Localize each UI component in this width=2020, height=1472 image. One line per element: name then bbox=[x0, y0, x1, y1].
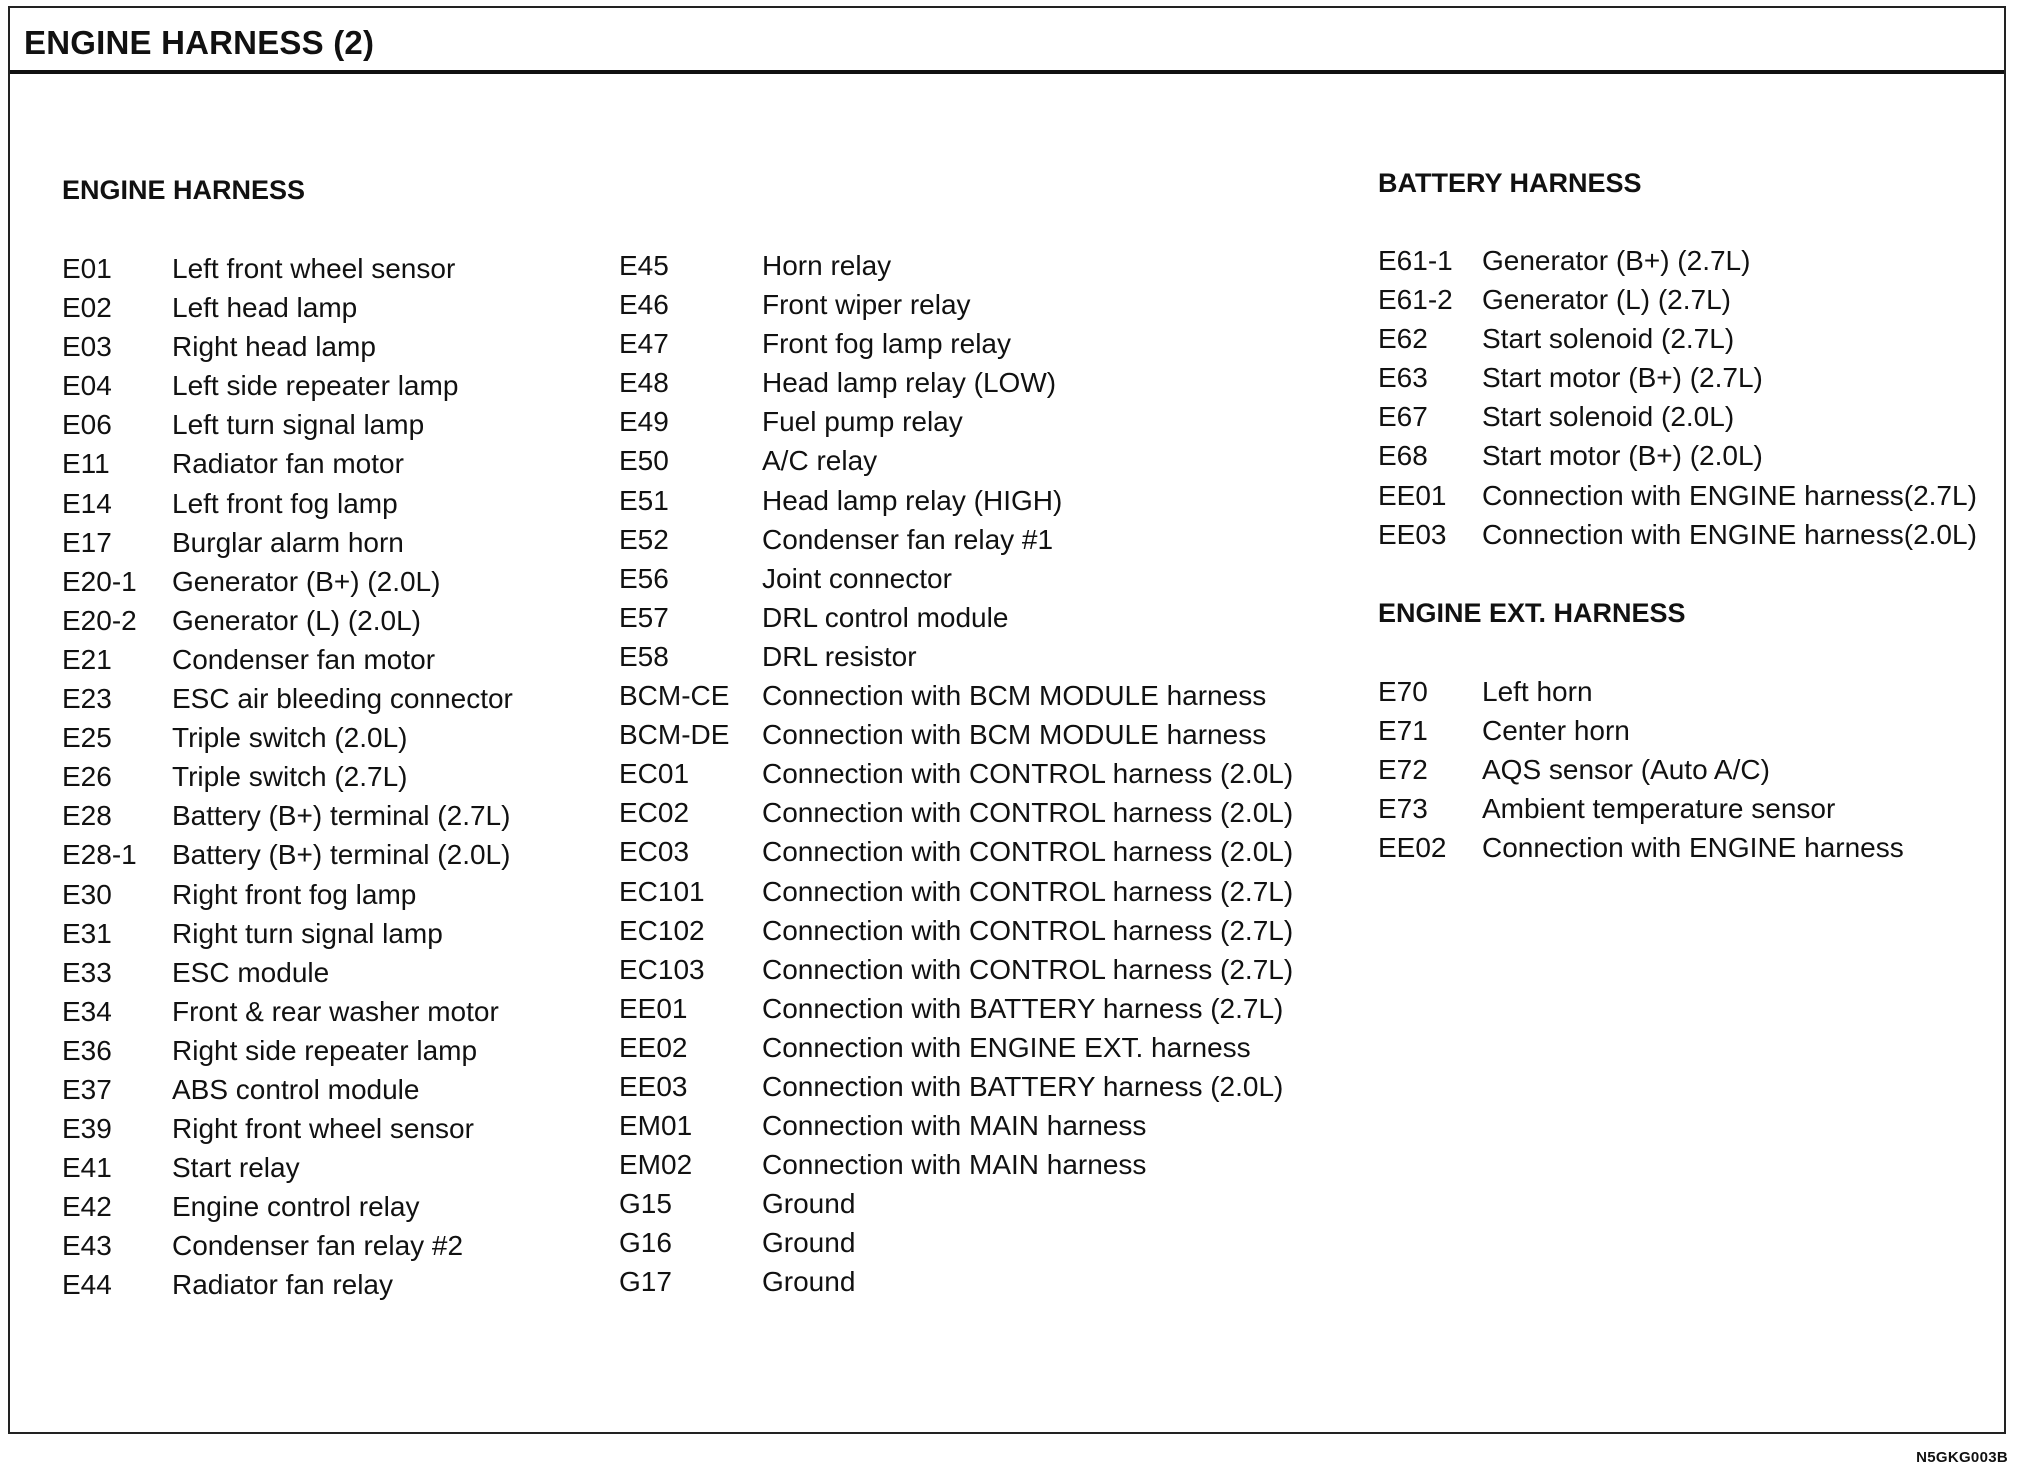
connector-code: E23 bbox=[62, 683, 112, 715]
connector-description: Right side repeater lamp bbox=[172, 1034, 478, 1066]
connector-code: E50 bbox=[619, 445, 669, 477]
connector-code: E47 bbox=[619, 328, 669, 360]
connector-description: Front & rear washer motor bbox=[172, 995, 499, 1027]
connector-description: Connection with MAIN harness bbox=[762, 1149, 1147, 1181]
title-bar bbox=[10, 8, 2004, 74]
connector-description: Start relay bbox=[172, 1152, 300, 1184]
connector-code: EE03 bbox=[619, 1070, 688, 1102]
connector-description: Battery (B+) terminal (2.0L) bbox=[172, 839, 511, 871]
connector-code: EC101 bbox=[619, 875, 705, 907]
connector-description: Generator (L) (2.0L) bbox=[172, 604, 421, 636]
connector-code: E72 bbox=[1378, 754, 1428, 786]
connector-code: E68 bbox=[1378, 440, 1428, 472]
connector-code: EE03 bbox=[1378, 518, 1447, 550]
connector-description: Connection with CONTROL harness (2.0L) bbox=[762, 836, 1294, 868]
connector-code: G17 bbox=[619, 1266, 672, 1298]
connector-description: A/C relay bbox=[762, 445, 878, 477]
connector-code: E28 bbox=[62, 800, 112, 832]
connector-description: Ambient temperature sensor bbox=[1482, 793, 1836, 825]
connector-code: EM01 bbox=[619, 1110, 693, 1142]
connector-description: Left head lamp bbox=[172, 292, 358, 324]
connector-description: Connection with ENGINE harness bbox=[1482, 832, 1904, 864]
connector-code: EM02 bbox=[619, 1149, 693, 1181]
connector-code: E36 bbox=[62, 1034, 112, 1066]
connector-code: E48 bbox=[619, 367, 669, 399]
connector-description: AQS sensor (Auto A/C) bbox=[1482, 754, 1770, 786]
connector-code: E42 bbox=[62, 1191, 112, 1223]
connector-description: Left front fog lamp bbox=[172, 487, 398, 519]
connector-code: E46 bbox=[619, 289, 669, 321]
engine-harness-heading: ENGINE HARNESS bbox=[62, 175, 306, 205]
connector-description: Engine control relay bbox=[172, 1191, 420, 1223]
connector-description: Condenser fan relay #2 bbox=[172, 1230, 464, 1262]
connector-code: EC102 bbox=[619, 914, 705, 946]
connector-description: Horn relay bbox=[762, 250, 892, 281]
connector-description: ABS control module bbox=[172, 1073, 420, 1105]
connector-code: E39 bbox=[62, 1113, 112, 1145]
connector-description: DRL control module bbox=[762, 601, 1009, 633]
connector-code: E02 bbox=[62, 292, 112, 324]
connector-description: Ground bbox=[762, 1188, 856, 1220]
connector-code: EC02 bbox=[619, 797, 690, 829]
connector-code: E01 bbox=[62, 253, 112, 284]
connector-description: Fuel pump relay bbox=[762, 406, 963, 438]
battery-harness-heading: BATTERY HARNESS bbox=[1378, 168, 1642, 198]
connector-description: Front fog lamp relay bbox=[762, 328, 1011, 360]
connector-code: EE01 bbox=[619, 992, 688, 1024]
connector-code: EC03 bbox=[619, 836, 690, 868]
connector-description: Connection with ENGINE harness(2.7L) bbox=[1482, 479, 1977, 511]
connector-code: E67 bbox=[1378, 401, 1428, 433]
connector-description: Connection with BCM MODULE harness bbox=[762, 719, 1267, 751]
connector-code: E61-1 bbox=[1378, 245, 1453, 276]
connector-description: Burglar alarm horn bbox=[172, 526, 404, 558]
connector-description: Right front wheel sensor bbox=[172, 1113, 474, 1145]
connector-description: Connection with CONTROL harness (2.0L) bbox=[762, 797, 1294, 829]
connector-code: E57 bbox=[619, 601, 669, 633]
connector-description: Start solenoid (2.7L) bbox=[1482, 323, 1735, 355]
connector-description: Connection with CONTROL harness (2.0L) bbox=[762, 758, 1294, 790]
connector-code: E62 bbox=[1378, 323, 1428, 355]
connector-description: Right head lamp bbox=[172, 331, 376, 363]
connector-description: Left front wheel sensor bbox=[172, 253, 456, 284]
page-title: ENGINE HARNESS (2) bbox=[24, 24, 375, 61]
connector-code: E71 bbox=[1378, 715, 1428, 747]
connector-code: E25 bbox=[62, 722, 112, 754]
connector-description: Connection with CONTROL harness (2.7L) bbox=[762, 875, 1294, 907]
connector-description: Head lamp relay (HIGH) bbox=[762, 484, 1063, 516]
connector-code: E58 bbox=[619, 640, 669, 672]
connector-code: E21 bbox=[62, 643, 112, 675]
connector-description: Connection with BCM MODULE harness bbox=[762, 680, 1267, 712]
connector-description: Connection with BATTERY harness (2.7L) bbox=[762, 992, 1284, 1024]
connector-code: E03 bbox=[62, 331, 112, 363]
connector-code: E56 bbox=[619, 562, 669, 594]
connector-code: E61-2 bbox=[1378, 284, 1453, 316]
connector-description: ESC module bbox=[172, 956, 330, 988]
connector-code: E49 bbox=[619, 406, 669, 438]
connector-description: ESC air bleeding connector bbox=[172, 683, 513, 715]
connector-code: EC103 bbox=[619, 953, 705, 985]
connector-description: Connection with BATTERY harness (2.0L) bbox=[762, 1070, 1284, 1102]
connector-description: DRL resistor bbox=[762, 640, 917, 672]
connector-code: E04 bbox=[62, 370, 112, 402]
connector-code: G15 bbox=[619, 1188, 672, 1220]
connector-code: E33 bbox=[62, 956, 112, 988]
connector-description: Start motor (B+) (2.7L) bbox=[1482, 362, 1763, 394]
connector-code: E37 bbox=[62, 1073, 112, 1105]
connector-description: Start solenoid (2.0L) bbox=[1482, 401, 1735, 433]
connector-description: Start motor (B+) (2.0L) bbox=[1482, 440, 1763, 472]
connector-description: Joint connector bbox=[762, 562, 952, 594]
connector-description: Front wiper relay bbox=[762, 289, 971, 321]
connector-code: E63 bbox=[1378, 362, 1428, 394]
engine-ext-harness-heading: ENGINE EXT. HARNESS bbox=[1378, 598, 1686, 628]
connector-code: G16 bbox=[619, 1227, 672, 1259]
connector-description: Condenser fan motor bbox=[172, 643, 436, 675]
connector-description: Left turn signal lamp bbox=[172, 409, 425, 441]
connector-code: BCM-CE bbox=[619, 680, 730, 712]
connector-code: E11 bbox=[62, 448, 110, 480]
connector-description: Battery (B+) terminal (2.7L) bbox=[172, 800, 511, 832]
connector-description: Radiator fan motor bbox=[172, 448, 404, 480]
connector-code: E70 bbox=[1378, 676, 1428, 707]
connector-code: E73 bbox=[1378, 793, 1428, 825]
connector-code: E51 bbox=[619, 484, 669, 516]
connector-code: EE01 bbox=[1378, 479, 1447, 511]
connector-code: EE02 bbox=[1378, 832, 1447, 864]
connector-code: E31 bbox=[62, 917, 112, 949]
connector-description: Triple switch (2.7L) bbox=[172, 761, 408, 793]
connector-code: BCM-DE bbox=[619, 719, 730, 751]
connector-description: Triple switch (2.0L) bbox=[172, 722, 408, 754]
connector-description: Generator (B+) (2.0L) bbox=[172, 565, 441, 597]
connector-description: Connection with MAIN harness bbox=[762, 1110, 1147, 1142]
connector-code: E20-1 bbox=[62, 565, 137, 597]
connector-description: Left horn bbox=[1482, 676, 1593, 707]
connector-code: E26 bbox=[62, 761, 112, 793]
connector-description: Radiator fan relay bbox=[172, 1269, 394, 1301]
connector-code: E14 bbox=[62, 487, 112, 519]
connector-code: E52 bbox=[619, 523, 669, 555]
connector-code: EC01 bbox=[619, 758, 690, 790]
connector-code: E20-2 bbox=[62, 604, 137, 636]
connector-description: Generator (L) (2.7L) bbox=[1482, 284, 1731, 316]
connector-description: Connection with ENGINE harness(2.0L) bbox=[1482, 518, 1977, 550]
connector-code: E28-1 bbox=[62, 839, 137, 871]
connector-description: Head lamp relay (LOW) bbox=[762, 367, 1057, 399]
connector-description: Ground bbox=[762, 1227, 856, 1259]
connector-code: E34 bbox=[62, 995, 112, 1027]
connector-code: E41 bbox=[62, 1152, 112, 1184]
connector-description: Right turn signal lamp bbox=[172, 917, 443, 949]
connector-description: Connection with ENGINE EXT. harness bbox=[762, 1031, 1251, 1063]
connector-code: E06 bbox=[62, 409, 112, 441]
connector-description: Generator (B+) (2.7L) bbox=[1482, 245, 1751, 276]
connector-description: Connection with CONTROL harness (2.7L) bbox=[762, 953, 1294, 985]
connector-code: E43 bbox=[62, 1230, 112, 1262]
connector-code: EE02 bbox=[619, 1031, 688, 1063]
connector-description: Center horn bbox=[1482, 715, 1630, 747]
connector-code: E30 bbox=[62, 878, 112, 910]
connector-code: E44 bbox=[62, 1269, 112, 1301]
connector-code: E17 bbox=[62, 526, 112, 558]
connector-description: Connection with CONTROL harness (2.7L) bbox=[762, 914, 1294, 946]
figure-reference-code: N5GKG003B bbox=[1916, 1449, 2008, 1466]
connector-description: Right front fog lamp bbox=[172, 878, 417, 910]
connector-code: E45 bbox=[619, 250, 669, 281]
connector-description: Condenser fan relay #1 bbox=[762, 523, 1054, 555]
connector-description: Left side repeater lamp bbox=[172, 370, 459, 402]
connector-description: Ground bbox=[762, 1266, 856, 1298]
